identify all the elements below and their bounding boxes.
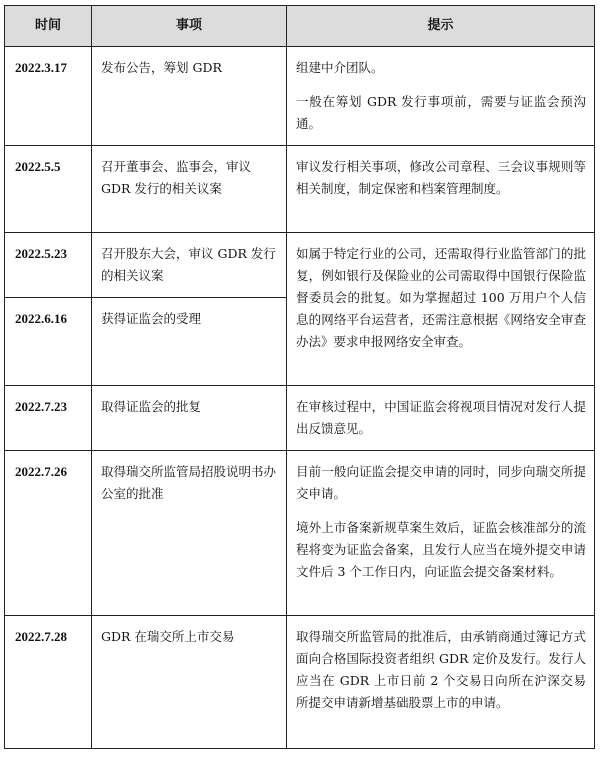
row-date: 2022.7.26 <box>5 451 92 616</box>
header-time: 时间 <box>5 6 92 47</box>
row-hint <box>287 233 595 386</box>
row-item: 召开股东大会，审议 GDR 发行的相关议案 <box>92 233 287 298</box>
row-item: GDR 在瑞交所上市交易 <box>92 616 287 749</box>
row-date: 2022.7.28 <box>5 616 92 749</box>
row-item: 取得瑞交所监管局招股说明书办公室的批准 <box>92 451 287 616</box>
row-date: 2022.5.23 <box>5 233 92 298</box>
row-date: 2022.5.5 <box>5 146 92 233</box>
row-hint <box>287 616 595 749</box>
hint-paragraph: 审议发行相关事项，修改公司章程、三会议事规则等相关制度，制定保密和档案管理制度。 <box>296 159 586 196</box>
hint-paragraph: 境外上市备案新规草案生效后，证监会核准部分的流程将变为证监会备案，且发行人应当在境外提交申请文件后 3 个工作日内，向证监会提交备案材料。 <box>296 520 586 579</box>
row-date: 2022.7.23 <box>5 386 92 451</box>
hint-paragraph: 在审核过程中，中国证监会将视项目情况对发行人提出反馈意见。 <box>296 399 586 436</box>
header-hint: 提示 <box>287 6 595 47</box>
table-row <box>5 451 595 616</box>
table-row <box>5 146 595 233</box>
header-item: 事项 <box>92 6 287 47</box>
hint-paragraph: 取得瑞交所监管局的批准后，由承销商通过簿记方式面向合格国际投资者组织 GDR 定价及发行。发行人应当在 GDR 上市日前 2 个交易日向所在沪深交易所提交申请新增基础股票上市的申请。 <box>296 629 586 710</box>
table-header-row <box>5 6 595 47</box>
row-item: 发布公告，筹划 GDR <box>92 47 287 146</box>
table-row <box>5 616 595 749</box>
hint-paragraph: 如属于特定行业的公司，还需取得行业监管部门的批复，例如银行及保险业的公司需取得中国银行保险监督委员会的批复。如为掌握超过 100 万用户个人信息的网络平台运营者，还需注意根据《网络安全审查办法》要求申报网络安全审查。 <box>296 246 586 349</box>
gdr-timeline-table <box>4 5 595 749</box>
table-row <box>5 47 595 146</box>
row-item: 召开董事会、监事会，审议 GDR 发行的相关议案 <box>92 146 287 233</box>
table-row <box>5 386 595 451</box>
row-item: 取得证监会的批复 <box>92 386 287 451</box>
row-hint <box>287 451 595 616</box>
row-hint <box>287 386 595 451</box>
row-date: 2022.3.17 <box>5 47 92 146</box>
hint-paragraph: 一般在筹划 GDR 发行事项前，需要与证监会预沟通。 <box>296 94 586 131</box>
hint-paragraph: 组建中介团队。 <box>296 60 384 75</box>
row-item: 获得证监会的受理 <box>92 298 287 386</box>
table-row <box>5 233 595 298</box>
row-date: 2022.6.16 <box>5 298 92 386</box>
hint-paragraph: 目前一般向证监会提交申请的同时，同步向瑞交所提交申请。 <box>296 464 586 501</box>
row-hint <box>287 47 595 146</box>
row-hint <box>287 146 595 233</box>
